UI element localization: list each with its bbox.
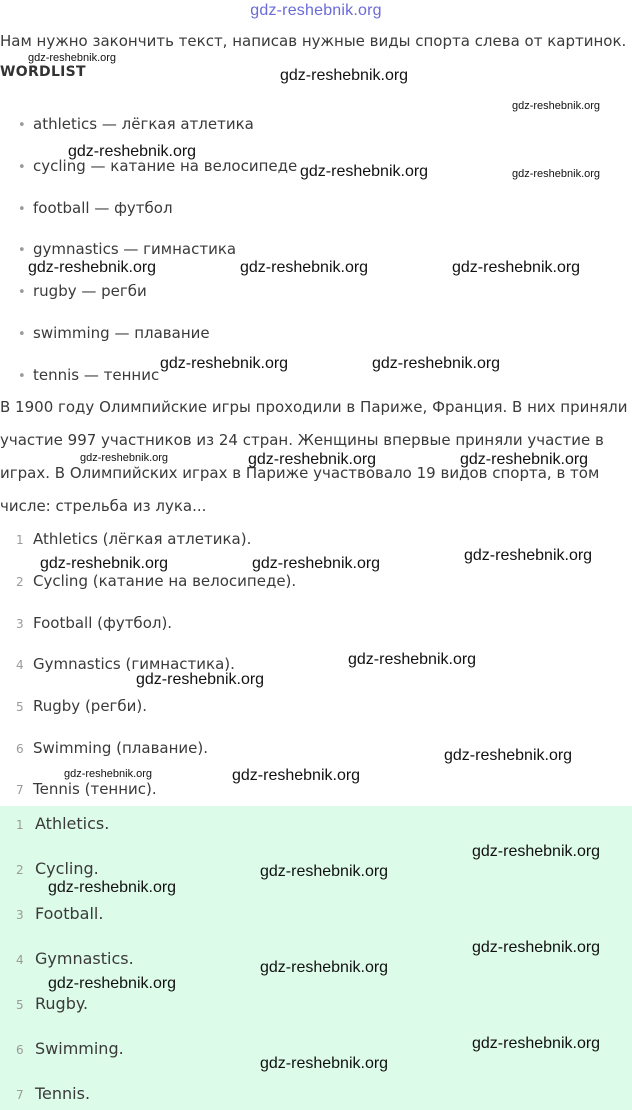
watermark: gdz-reshebnik.org <box>248 451 377 468</box>
paragraph-line: В 1900 году Олимпийские игры проходили в Париже, Франция. В них приняли <box>0 398 628 416</box>
watermark: gdz-reshebnik.org <box>280 67 409 84</box>
watermark: gdz-reshebnik.org <box>452 259 581 276</box>
watermark: gdz-reshebnik.org <box>300 163 429 180</box>
watermark: gdz-reshebnik.org <box>512 100 601 112</box>
watermark: gdz-reshebnik.org <box>232 767 361 784</box>
watermark: gdz-reshebnik.org <box>136 671 265 688</box>
watermark: gdz-reshebnik.org <box>460 451 589 468</box>
watermark: gdz-reshebnik.org <box>372 355 501 372</box>
numbered-item: 7 Tennis (теннис). <box>16 780 157 798</box>
watermark: gdz-reshebnik.org <box>472 843 601 860</box>
numbered-item: 3 Football (футбол). <box>16 614 173 632</box>
numbered-item: 1 Athletics (лёгкая атлетика). <box>16 530 252 548</box>
wordlist-item-tennis: • tennis — теннис <box>18 366 160 384</box>
answer-item: 6 Swimming. <box>16 1039 124 1058</box>
bullet-icon: • <box>18 243 26 258</box>
watermark: gdz-reshebnik.org <box>472 1035 601 1052</box>
watermark: gdz-reshebnik.org <box>444 747 573 764</box>
watermark: gdz-reshebnik.org <box>348 651 477 668</box>
numbered-item: 5 Rugby (регби). <box>16 697 148 715</box>
paragraph-line: числе: стрельба из лука... <box>0 497 207 515</box>
task-instruction: Нам нужно закончить текст, написав нужные виды спорта слева от картинок. <box>0 32 627 50</box>
watermark: gdz-reshebnik.org <box>252 555 381 572</box>
numbered-item: 2 Cycling (катание на велосипеде). <box>16 572 297 590</box>
watermark: gdz-reshebnik.org <box>48 879 177 896</box>
watermark: gdz-reshebnik.org <box>40 555 169 572</box>
wordlist-item-football: • football — футбол <box>18 199 173 217</box>
paragraph-line: участие 997 участников из 24 стран. Женщины впервые приняли участие в <box>0 431 604 449</box>
watermark: gdz-reshebnik.org <box>80 452 169 464</box>
answer-item: 7 Tennis. <box>16 1084 91 1103</box>
numbered-item: 4 Gymnastics (гимнастика). <box>16 655 235 673</box>
wordlist-title: WORDLIST <box>0 64 86 80</box>
bullet-icon: • <box>18 202 26 217</box>
watermark: gdz-reshebnik.org <box>512 168 601 180</box>
watermark: gdz-reshebnik.org <box>472 939 601 956</box>
watermark: gdz-reshebnik.org <box>28 52 117 64</box>
watermark: gdz-reshebnik.org <box>260 959 389 976</box>
answer-item: 3 Football. <box>16 904 104 923</box>
bullet-icon: • <box>18 285 26 300</box>
watermark: gdz-reshebnik.org <box>68 143 197 160</box>
answer-item: 1 Athletics. <box>16 814 110 833</box>
watermark: gdz-reshebnik.org <box>240 259 369 276</box>
watermark: gdz-reshebnik.org <box>464 547 593 564</box>
watermark: gdz-reshebnik.org <box>160 355 289 372</box>
watermark: gdz-reshebnik.org <box>260 1055 389 1072</box>
wordlist-item-swimming: • swimming — плавание <box>18 324 210 342</box>
wordlist-item-cycling: • cycling — катание на велосипеде <box>18 157 298 175</box>
answer-item: 2 Cycling. <box>16 859 99 878</box>
watermark: gdz-reshebnik.org <box>28 259 157 276</box>
answer-item: 4 Gymnastics. <box>16 949 134 968</box>
numbered-item: 6 Swimming (плавание). <box>16 739 209 757</box>
bullet-icon: • <box>18 327 26 342</box>
paragraph-line: играх. В Олимпийских играх в Париже участвовало 19 видов спорта, в том <box>0 464 600 482</box>
watermark: gdz-reshebnik.org <box>260 863 389 880</box>
bullet-icon: • <box>18 118 26 133</box>
bullet-icon: • <box>18 369 26 384</box>
wordlist-item-rugby: • rugby — регби <box>18 282 147 300</box>
watermark: gdz-reshebnik.org <box>64 768 153 780</box>
watermark: gdz-reshebnik.org <box>48 975 177 992</box>
wordlist-item-athletics: • athletics — лёгкая атлетика <box>18 115 254 133</box>
bullet-icon: • <box>18 160 26 175</box>
site-header[interactable]: gdz-reshebnik.org <box>250 2 382 19</box>
wordlist-item-gymnastics: • gymnastics — гимнастика <box>18 240 237 258</box>
answer-item: 5 Rugby. <box>16 994 89 1013</box>
